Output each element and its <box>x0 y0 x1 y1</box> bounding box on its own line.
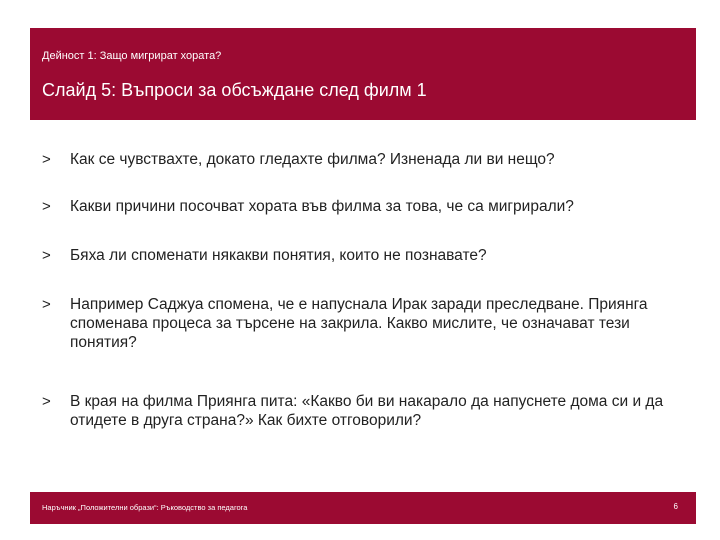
page-number: 6 <box>673 502 678 511</box>
bullet-marker: > <box>42 198 51 215</box>
question-text: Например Саджуа спомена, че е напуснала Ирак заради преследване. Приянга споменава процеса за търсене на закрила. Какво мислите, че означават тези понятия? <box>70 296 648 351</box>
question-item-2 <box>42 197 682 216</box>
question-item-1 <box>42 150 682 169</box>
question-item-4 <box>42 295 682 352</box>
bullet-marker: > <box>42 247 51 264</box>
activity-subtitle: Дейност 1: Защо мигрират хората? <box>42 50 222 62</box>
question-item-5 <box>42 392 682 430</box>
question-text: Как се чувствахте, докато гледахте филма? Изненада ли ви нещо? <box>70 151 555 168</box>
question-text: В края на филма Приянга пита: «Какво би ви накарало да напуснете дома си и да отидете в друга страна?» Как бихте отговорили? <box>70 393 664 429</box>
question-text: Какви причини посочват хората във филма за това, че са мигрирали? <box>70 198 574 215</box>
bullet-marker: > <box>42 151 51 168</box>
bullet-marker: > <box>42 296 51 313</box>
footer-bar <box>30 492 696 524</box>
question-text: Бяха ли споменати някакви понятия, които не познавате? <box>70 247 487 264</box>
bullet-marker: > <box>42 393 51 410</box>
slide-title: Слайд 5: Въпроси за обсъждане след филм 1 <box>42 80 427 100</box>
footer-text: Наръчник „Положителни образи“: Ръководство за педагога <box>42 503 248 512</box>
header-bar <box>30 28 696 120</box>
question-item-3 <box>42 246 682 265</box>
